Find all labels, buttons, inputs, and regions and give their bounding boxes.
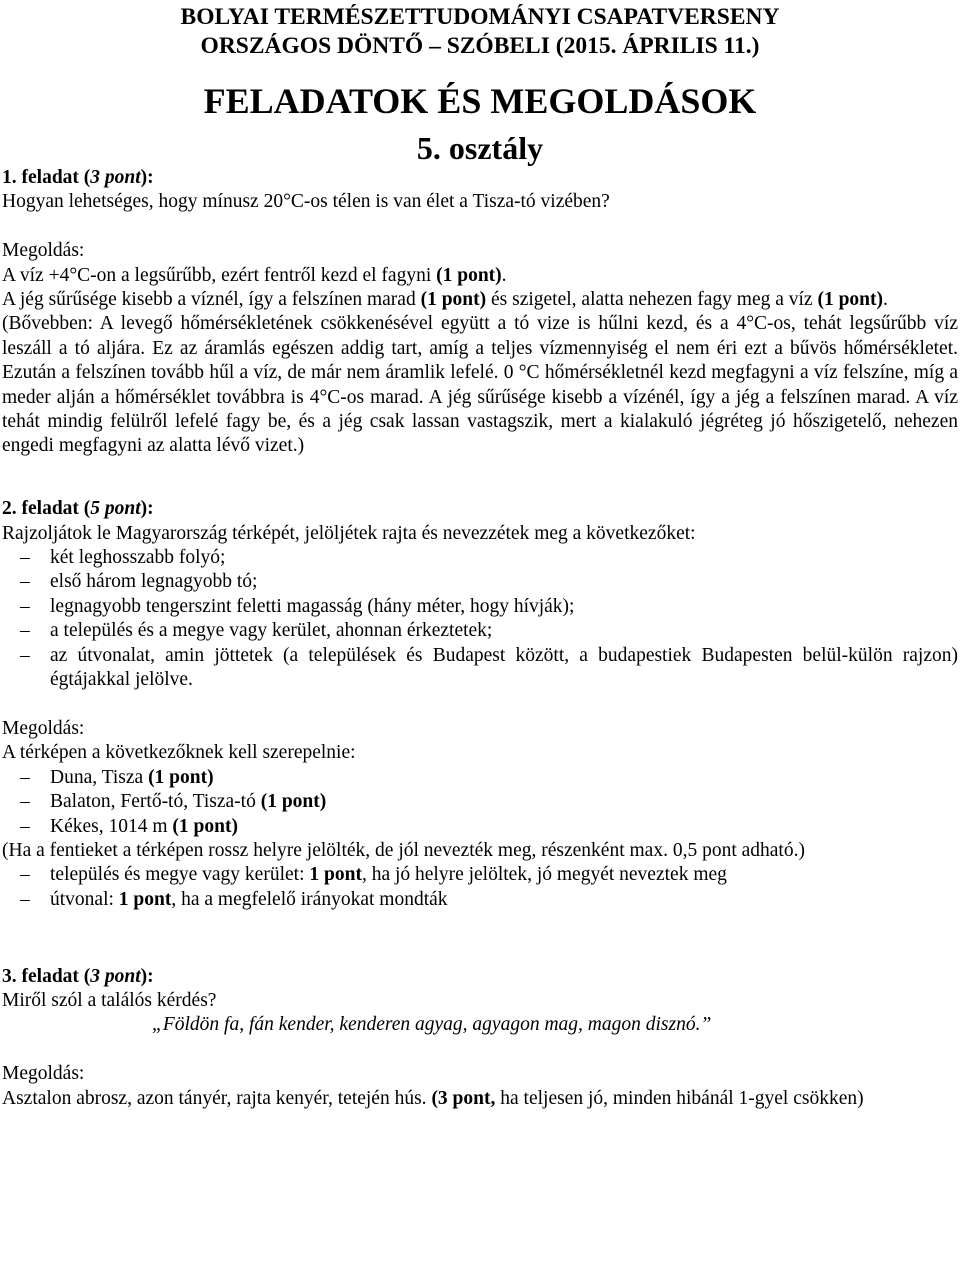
task2-list-item: – első három legnagyobb tó; [20,571,258,593]
task2-solution-item: – Kékes, 1014 m (1 pont) [20,815,238,837]
competition-subtitle: ORSZÁGOS DÖNTŐ – SZÓBELI (2015. ÁPRILIS 11.) [200,33,760,59]
task1-extended-explanation: (Bővebben: A levegő hőmérsékletének csökkenésével együtt a tó vize is hűlni kezd, és a 4°C-os, tehát legsűrűbb víz leszáll a tó aljára. Ez az áramlás egészen addig tart, amíg a teljes vízmennyiség el nem éri ezt a bűvös hőmérsékletet. Ezután a felszínen tovább hűl a víz, de már nem áramlik lefelé. 0 °C hőmérsékletnél kezd megfagyni a víz felszíne, míg a meder alján a hőmérséklet továbbra is 4°C-os marad. A jég sűrűsége kisebb a vízénél, így a jég a felszínen marad. A víz tehát mindig felülről lefelé fagy be, és a jég csak lassan vastagszik, mert a kialakuló jégréteg jó hőszigetelő, nehezen engedi megfagyni az alatta lévő vizet.) [2,313,958,457]
task2-list-item: – a település és a megye vagy kerület, ahonnan érkeztetek; [20,620,493,642]
task2-solution-item: – település és megye vagy kerület: 1 pont, ha jó helyre jelöltek, jó megyét neveztek meg [20,864,727,886]
task2-solution-item: – útvonal: 1 pont, ha a megfelelő irányokat mondták [20,888,448,910]
task1-question: Hogyan lehetséges, hogy mínusz 20°C-os télen is van élet a Tisza-tó vizében? [2,191,610,213]
task2-solution-label: Megoldás: [2,717,85,739]
task3-question: Miről szól a találós kérdés? [2,989,217,1011]
task2-intro: Rajzoljátok le Magyarország térképét, jelöljétek rajta és nevezzétek meg a következőket: [2,522,696,544]
task3-solution-label: Megoldás: [2,1063,85,1085]
task3-riddle: „Földön fa, fán kender, kenderen agyag, agyagon mag, magon disznó.” [152,1014,712,1036]
task3-answer: Asztalon abrosz, azon tányér, rajta kenyér, tetején hús. (3 pont, ha teljesen jó, minden hibánál 1-gyel csökken) [2,1087,864,1109]
competition-title: BOLYAI TERMÉSZETTUDOMÁNYI CSAPATVERSENY [180,4,780,30]
task2-list-item: – két leghosszabb folyó; [20,547,226,569]
task1-heading: 1. feladat (3 pont): [2,167,154,188]
task2-list-item: – legnagyobb tengerszint feletti magasság (hány méter, hogy hívják); [20,595,575,617]
task3-heading: 3. feladat (3 pont): [2,965,154,987]
document-page [2,0,958,1111]
grade-heading: 5. osztály [416,130,544,166]
task2-heading: 2. feladat (5 pont): [2,498,154,520]
task2-scoring-note: (Ha a fentieket a térképen rossz helyre jelölték, de jól nevezték meg, részenként max. 0,5 pont adható.) [2,839,805,861]
task2-solution-intro: A térképen a következőknek kell szerepelnie: [2,742,356,764]
task2-solution-item: – Duna, Tisza (1 pont) [20,766,214,788]
task1-solution-line1: A víz +4°C-on a legsűrűbb, ezért fentről kezd el fagyni (1 pont). [2,264,507,286]
task2-list-item: – az útvonalat, amin jöttetek (a települések és Budapest között, a budapestiek Budapesten belül-külön rajzon) égtájakkal jelölve. [20,644,958,691]
task1-solution-label: Megoldás: [2,240,85,262]
page-title: FELADATOK ÉS MEGOLDÁSOK [203,81,757,121]
task1-solution-line2: A jég sűrűsége kisebb a víznél, így a felszínen marad (1 pont) és szigetel, alatta nehezen fagy meg a víz (1 pont). [2,289,888,311]
task2-solution-item: – Balaton, Fertő-tó, Tisza-tó (1 pont) [20,791,327,813]
